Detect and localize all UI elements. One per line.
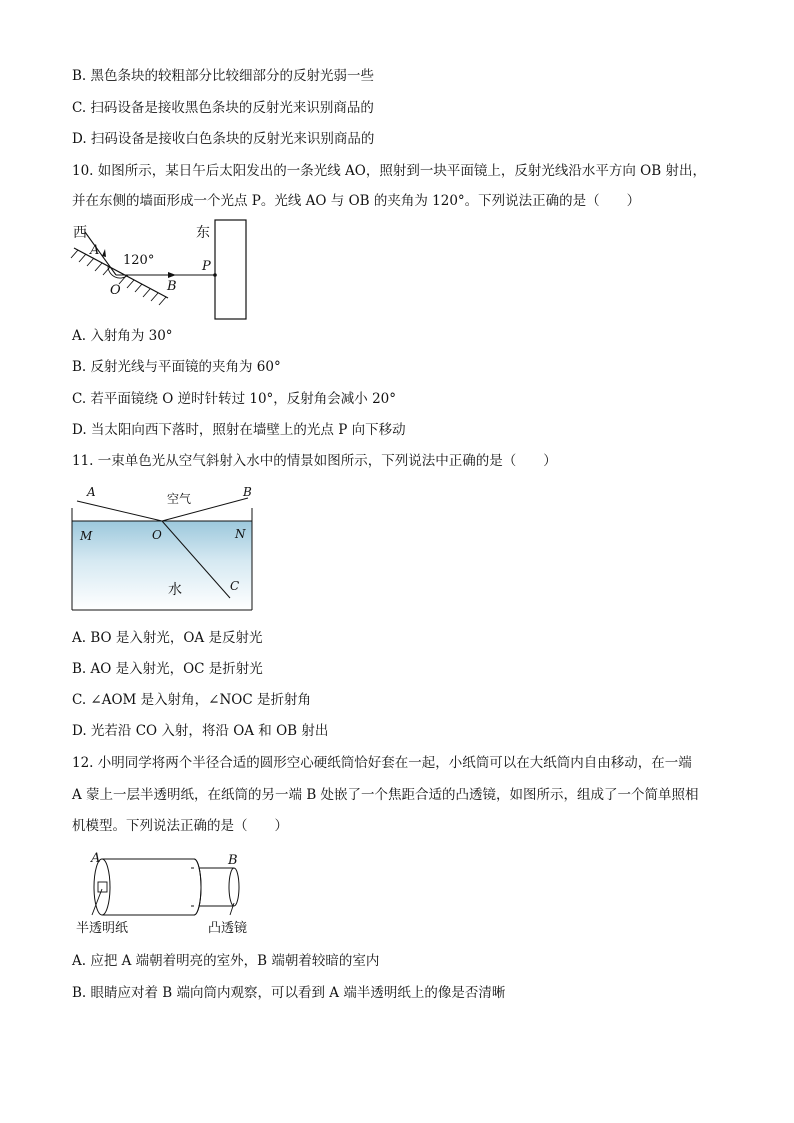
figure-10-mirror-diagram	[68, 220, 258, 325]
option-10d: D. 当太阳向西下落时，照射在墙壁上的光点 P 向下移动	[72, 422, 406, 438]
fig10-label-b: B	[167, 279, 177, 294]
fig10-label-o: O	[110, 283, 121, 298]
question-11: 11. 一束单色光从空气斜射入水中的情景如图所示，下列说法中正确的是（ ）	[72, 453, 557, 469]
question-10-line-2: 并在东侧的墙面形成一个光点 P。光线 AO 与 OB 的夹角为 120°。下列说法正确的是（ ）	[72, 193, 641, 209]
option-12b: B. 眼睛应对着 B 端向筒内观察，可以看到 A 端半透明纸上的像是否清晰	[72, 985, 506, 1001]
option-11d: D. 光若沿 CO 入射，将沿 OA 和 OB 射出	[72, 723, 329, 739]
fig11-label-water: 水	[168, 582, 182, 598]
fig10-label-a: A	[90, 243, 100, 258]
question-10-line-1: 10. 如图所示，某日午后太阳发出的一条光线 AO，照射到一块平面镜上，反射光线沿水平方向 OB 射出，	[72, 163, 706, 179]
fig11-label-b: B	[243, 485, 252, 499]
fig12-label-a: A	[91, 851, 101, 866]
fig11-label-air: 空气	[167, 492, 192, 506]
option-11a: A. BO 是入射光，OA 是反射光	[72, 630, 263, 646]
option-10c: C. 若平面镜绕 O 逆时针转过 10°，反射角会减小 20°	[72, 391, 397, 407]
fig11-label-o: O	[152, 528, 162, 542]
fig10-label-west: 西	[73, 225, 87, 241]
fig10-label-angle: 120°	[123, 253, 155, 268]
fig11-label-a: A	[87, 485, 96, 499]
option-10a: A. 入射角为 30°	[72, 328, 173, 344]
option-11b: B. AO 是入射光，OC 是折射光	[72, 661, 263, 677]
question-12-line-3: 机模型。下列说法正确的是（ ）	[72, 818, 288, 834]
fig10-label-east: 东	[196, 225, 210, 241]
question-12-line-2: A 蒙上一层半透明纸，在纸筒的另一端 B 处嵌了一个焦距合适的凸透镜，如图所示，组成了一个简单照相	[72, 787, 699, 803]
fig12-label-b: B	[228, 853, 238, 868]
figure-11-refraction-diagram	[70, 484, 255, 614]
fig12-label-lens: 凸透镜	[208, 921, 248, 936]
option-9d: D. 扫码设备是接收白色条块的反射光来识别商品的	[72, 131, 375, 147]
option-9c: C. 扫码设备是接收黑色条块的反射光来识别商品的	[72, 100, 374, 116]
fig10-label-p: P	[202, 259, 211, 274]
fig11-label-n: N	[235, 527, 246, 541]
fig12-label-paper: 半透明纸	[76, 921, 129, 936]
fig11-label-c: C	[230, 579, 240, 593]
question-12-line-1: 12. 小明同学将两个半径合适的圆形空心硬纸筒恰好套在一起，小纸筒可以在大纸筒内自由移动，在一端	[72, 755, 692, 771]
option-11c: C. ∠AOM 是入射角，∠NOC 是折射角	[72, 692, 311, 708]
option-9b: B. 黑色条块的较粗部分比较细部分的反射光弱一些	[72, 68, 375, 84]
figure-12-camera-model	[72, 848, 262, 938]
fig11-label-m: M	[80, 529, 93, 543]
option-10b: B. 反射光线与平面镜的夹角为 60°	[72, 359, 281, 375]
option-12a: A. 应把 A 端朝着明亮的室外，B 端朝着较暗的室内	[72, 953, 380, 969]
